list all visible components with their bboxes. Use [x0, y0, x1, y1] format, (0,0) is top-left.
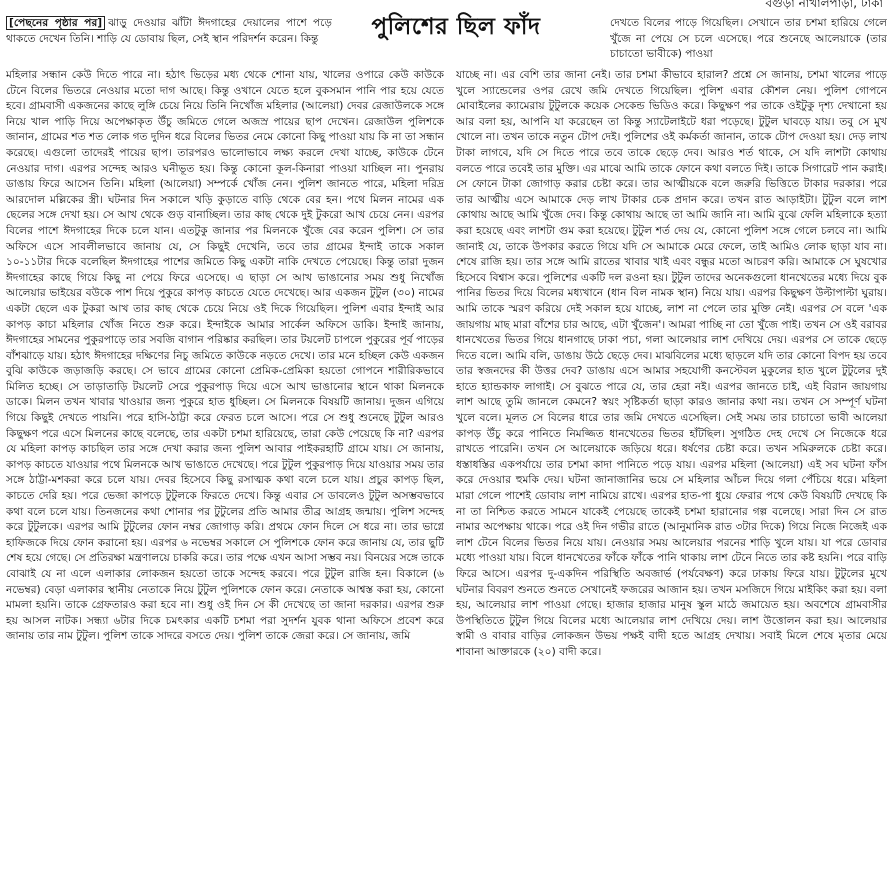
- continued-label: [পেছনের পৃষ্ঠার পর]: [6, 16, 105, 30]
- column-1-body-text: মহিলার সন্ধান কেউ দিতে পারে না। হঠাৎ ভিড়ের মধ্য থেকে শোনা যায়, খালের ওপারে কেউ কাউকে টেনে বিলের ভিতরে নেওয়ার মতো দাগ আছে। কিন্তু ওখানে যেতে হলে বুকসমান পানি পার হয়ে যেতে হবে। গ্রামবাসী একজনের কাছে লুঙ্গি চেয়ে নিয়ে তিনি নিখোঁজ মহিলার (আলেয়া) দেবর রেজাউলকে সঙ্গে নিয়ে খাল পাড়ি দিয়ে অপেক্ষাকৃত উঁচু জমিতে গেলে অজস্র পায়ের ছাপ দেখেন। রেজাউল পুলিশকে জানান, গ্রামের শত শত লোক গত দুদিন ধরে বিলের ভিতর নেমে কোনো কিছু পাওয়া যায় কি না তা সন্ধান করেছে। এগুলো তাদেরই পায়ের ছাপ। তারপরও ভালোভাবে লক্ষ্য করলে দেখা যাচ্ছে, কাউকে টেনে নেওয়ার দাগ। এরপর সন্দেহ আরও ঘনীভূত হয়। কিন্তু কোনো কূল-কিনারা পাওয়া যাচ্ছিল না। পুনরায় ডাঙায় ফিরে আসেন তিনি। মহিলা (আলেয়া) সম্পর্কে খোঁজ নেন। পুলিশ জানতে পারে, মহিলা দরিদ্র আরদোল মল্লিকের স্ত্রী। ঘটনার দিন সকালে খড়ি কুড়াতে বাড়ি থেকে বের হন। পথে মিলন নামের এক ছেলের সঙ্গে দেখা হয়। সে আখ থেকে গুড় বানাচ্ছিল। তার কাছ থেকে দুই টুকরো আখ চেয়ে নেন। এরপর বিলের পাশে ঈদগাহের দিকে চলে যান। এতটুকু জানার পর মিলনকে খুঁজে বের করেন পুলিশ। সে তার অফিসে এসে সাবলীলভাবে জানায় যে, সে কিছুই দেখেনি, তবে তার গ্রামের ইন্দাই তাকে সকাল ১০-১১টার দিকে বলেছিল ঈদগাহের পাশের জমিতে কিছু একটা নাকি দেখতে পেয়েছে। কিন্তু তারা দুজন ঈদগাহের কাছে গিয়ে কিছু না পেয়ে ফিরে এসেছে। এ ছাড়া সে আখ ভাঙানোর সময় শুধু নিখোঁজ আলেয়ার ভাইয়ের বউকে পাশ দিয়ে পুকুরে কাপড় কাচতে যেতে দেখেছে। আর একজন টুটুল (৩০) নামের একটা ছেলে এক টুকরা আখ তার কাছ থেকে চেয়ে নিয়ে ওই দিকে গিয়েছিল। পুলিশ এবার ইন্দাই আর কাপড় কাচা মহিলার খোঁজ নিতে শুরু করে। ইন্দাইকে আমার সার্কেল অফিসে ডাকি। ইন্দাই জানায়, ঈদগাহের সামনের পুকুরপাড়ে তার সবজি বাগান পরিষ্কার করছিল। তার টয়লেট চাপলে পুকুরের পূর্ব পাড়ের বাঁশঝাড়ে যায়। হঠাৎ ঈদগাহের দক্ষিণের নিচু জমিতে কাউকে নড়তে দেখে। তার মনে হচ্ছিল কেউ একজন বুঝি কাউকে জড়াজড়ি করছে। সে ভাবে গ্রামের কোনো প্রেমিক-প্রেমিকা হয়তো গোপনে শারীরিকভাবে মিলিত হচ্ছে। সে তাড়াতাড়ি টয়লেট সেরে পুকুরপাড় দিয়ে এসে আখ ভাঙানোর স্থানে থাকা মিলনকে ডাকে। মিলন তখন খাবার খাওয়ার জন্য পুকুরে হাত ধুচ্ছিল। সে মিলনকে বিষয়টি জানায়। দুজন এগিয়ে গিয়ে কিছুই দেখতে পায়নি। পরে হাসি-ঠাট্টা করে ফেরত চলে আসে। পরে সে শুধু শুনেছে টুটুল আরও কিছুক্ষণ পরে এসে মিলনের কাছে বলেছে, তার একটা চশমা হারিয়েছে, তারা কেউ পেয়েছে কি না? এরপর যে মহিলা কাপড় কাচছিল তার সঙ্গে দেখা করার জন্য পুলিশ আবার পাইকরহাটি গ্রামে যায়। সে জানায়, কাপড় কাচতে যাওয়ার পথে মিলনকে আখ ভাঙাতে দেখেছে। পরে টুটুল পুকুরপাড় দিয়ে যাওয়ার সময় তার সঙ্গে ঠাট্টা-মশকরা করে চলে যায়। দেবর হিসেবে কিছু রসাত্মক কথা বলে চলে যায়। প্রচুর কাপড় ছিল, কাচতে দেরি হয়। পরে ভেজা কাপড়ে টুটুলকে ফিরতে দেখে। কিন্তু এবার সে ডাবলেও টুটুল অসম্ভবভাবে কথা বলে চলে যায়। তিনজনের কথা শোনার পর টুটুলের প্রতি আমার তীব্র আগ্রহ জন্মায়। পুলিশ সন্দেহ করে টুটুলকে। এরপর আমি টুটুলের ফোন নম্বর জোগাড় করি। প্রথমে ফোন দিলে সে ধরে না। তার ভাগ্নে হাফিজকে দিয়ে ফোন করানো হয়। এরপর ৬ নভেম্বর সকালে সে পুলিশকে ফোন করে জানায় যে, তার ছুটি শেষ হয়ে গেছে। সে প্রতিরক্ষা মন্ত্রণালয়ে চাকরি করে। তার পক্ষে এখন আসা সম্ভব নয়। বিনয়ের সঙ্গে তাকে বোঝাই যে না এলে এলাকার লোকজন হয়তো তাকে সন্দেহ করবে। পরে টুটুল রাজি হন। বিকালে (৬ নভেম্বর) বেড়া এলাকার স্থানীয় নেতাকে নিয়ে টুটুল পুলিশকে ফোন করে। নেতাকে আশ্বস্ত করা হয়, কোনো মামলা হয়নি। তাকে গ্রেফতারও করা হবে না। শুধু ওই দিন সে কী দেখেছে তা জানা দরকার। এরপর শুরু হয় আসল নাটক। সন্ধ্যা ৬টার দিকে চমৎকার একটি চশমা পরা সুদর্শন যুবক থানা অফিসে প্রবেশ করে জানায় তার নাম টুটুল। পুলিশ তাকে সাদরে বসতে দেয়। পুলিশ তাকে জেরা করে। সে জানায়, জমি: [6, 69, 444, 643]
- column-2-top-text: দেখতে বিলের পাড়ে গিয়েছিল। সেখানে তার চশমা হারিয়ে গেলে খুঁজে না পেয়ে সে চলে এসেছে। পরে শুনেছে আলেয়াকে (তার চাচাতো ভাবীকে) পাওয়া: [610, 17, 887, 61]
- column-1-body: [6, 68, 444, 870]
- column-2-body-text: যাচ্ছে না। এর বেশি তার জানা নেই। তার চশমা কীভাবে হারাল? প্রশ্নে সে জানায়, চশমা খালের পাড়ে খুলে স্যান্ডেলের ওপর রেখে জমি দেখতে গিয়েছিল। পুলিশ এবার কৌশল নেয়। পুলিশ গোপনে মোবাইলের ক্যামেরায় টুটুলকে কয়েক সেকেন্ড ভিডিও করে। কিছুক্ষণ পর তাকে ওইটুকু দৃশ্য দেখানো হয় আর বলা হয়, আপনি যা করেছেন তা কিন্তু স্যাটেলাইটে ধরা পড়েছে। টুটুল ঘাবড়ে যায়। তবু সে মুখ খোলে না। তখন তাকে নতুন টোপ দেই। পুলিশের ওই কর্মকর্তা জানান, তাকে টোপ দেওয়া হয়। দেড় লাখ টাকা লাগবে, যদি সে দিতে পারে তবে তাকে ছেড়ে দেব। আরও শর্ত থাকে, সে যদি লাশটা কোথায় বলতে পারে তবেই তার মুক্তি। এর মাঝে আমি তাকে ফোনে কথা বলতে দিই। তাকে সিগারেট পান করাই। সে ফোনে টাকা জোগাড় করার চেষ্টা করে। তার আত্মীয়কে বলে জরুরি ভিত্তিতে টাকার দরকার। পরে তার আত্মীয় এসে আমাকে দেড় লাখ টাকার চেক প্রদান করে। তখন রাত আড়াইটা। টুটুল বলে লাশ কোথায় আছে আমি খুঁজে দেব। কিন্তু কোথায় আছে তা আমি জানি না। আমি বুঝে ফেলি মহিলাকে হত্যা করা হয়েছে এবং লাশটা গুম করা হয়েছে। টুটুল শর্ত দেয় যে, কোনো পুলিশ সঙ্গে গেলে চলবে না। আমি জানাই যে, তাকে উপকার করতে গিয়ে যদি সে আমাকে মেরে ফেলে, তাই আমিও লোক ছাড়া যাব না। শেষে রাজি হয়। তার সঙ্গে আমি রাতের খাবার খাই এবং বন্ধুর মতো আচরণ করি। আমাকে সে ঘুষখোর হিসেবে বিশ্বাস করে। পুলিশের একটি দল রওনা হয়। টুটুল তাদের অনেকগুলো ধানখেতের মধ্যে দিয়ে বুক পানির ভিতর দিয়ে বিলের মধ্যখানে (ধান বিল নামক স্থান) নিয়ে যায়। এরপর কিছুক্ষণ উল্টাপাল্টা ঘুরায়। আমি তাকে স্মরণ করিয়ে দেই সকাল হয়ে যাচ্ছে, লাশ না পেলে তার মুক্তি নেই। এরপর সে বলে 'এক জায়গায় মাছ মারা বাঁশের চার আছে, এটা খুঁজেন'। আমরা পাচ্ছি না তো খুঁজে পাই। তখন সে ওই বরাবর ধানখেতের ভিতর গিয়ে ধানগাছে ঢাকা পচা, গলা আলেয়ার লাশ দেখিয়ে দেয়। এরপর সে তাকে ছেড়ে দিতে বলে। আমি বলি, ডাঙায় উঠে ছেড়ে দেব। মাঝবিলের মধ্যে ছাড়লে যদি তার কোনো বিপদ হয় তবে তার স্বজনদের কী উত্তর দেব? ডাঙায় এসে আমার সহযোগী কনস্টেবল মুকুলের হাত খুলে টুটুলের দুই হাতে হ্যান্ডকাফ লাগাই। সে বুঝতে পারে যে, তার হেরা নই। এরপর জানতে চাই, এই বিরান জায়গায় লাশ আছে তুমি জানলে কেমনে? স্বয়ং সৃষ্টিকর্তা ছাড়া কারও জানার কথা নয়। তখন সে সম্পূর্ণ ঘটনা খুলে বলে। মূলত সে বিলের ধারে তার জমি দেখতে এসেছিল। সেই সময় তার চাচাতো ভাবী আলেয়া কাপড় উঁচু করে পানিতে নিমজ্জিত ধানখেতের ভিতর হাঁটছিল। সুগঠিত দেহ দেখে সে নিজেকে ধরে রাখতে পারেনি। তখন সে আলেয়াকে জড়িয়ে ধরে। ধর্ষণের চেষ্টা করে। তখন সমিরুলকে চেষ্টা করে। ধস্তাধস্তির একপর্যায়ে তার চশমা কাদা পানিতে পড়ে যায়। এরপর মহিলা (আলেয়া) এই সব ঘটনা ফাঁস করে দেওয়ার হুমকি দেয়। ঘটনা জানাজানির ভয়ে সে মহিলার আঁচল দিয়ে গলা পেঁচিয়ে ধরে। মহিলা মারা গেলে পাশেই ডোবায় লাশ নামিয়ে রাখে। এরপর হাত-পা ধুয়ে ফেরার পথে কেউ বিষয়টি দেখছে কি না তা নিশ্চিত করতে সামনে যাকেই পেয়েছে তাকেই চশমা হারানোর গল্প বলেছে। সারা দিন সে রাত নামার অপেক্ষায় থাকে। পরে ওই দিন গভীর রাতে (আনুমানিক রাত ৩টার দিকে) গিয়ে নিজে নিজেই এক লাশ টেনে বিলের ভিতর নিয়ে যায়। নেওয়ার সময় আলেয়ার পরনের শাড়ি খুলে যায়। যা পরে ডোবার মধ্যে পাওয়া যায়। বিলে ধানখেতের ফাঁকে ফাঁকে পানি থাকায় লাশ টেনে নিতে তার কষ্ট হয়নি। পরে বাড়ি ফিরে আসে। এরপর দু-একদিন পরিস্থিতি অবজার্ভ (পর্যবেক্ষণ) করে ঢাকায় ফিরে যায়। টুটুলের মুখে ঘটনার বিবরণ শুনতে শুনতে সেখানেই ফজরের আজান হয়। তখন মসজিদে গিয়ে মাইকিং করা হয়। বলা হয়, আলেয়ার লাশ পাওয়া গেছে। হাজার হাজার মানুষ স্কুল মাঠে জমায়েত হয়। অবশেষে গ্রামবাসীর উপস্থিতিতে টুটুল গিয়ে বিলের মধ্যে আলেয়ার লাশ দেখিয়ে দেয়। লাশ উত্তোলন করা হয়। আলেয়ার স্বামী ও বাবার বাড়ির লোকজন উভয় পক্ষই বাদী হতে আগ্রহ দেখায়। সবাই মিলে শেষে মৃতার মেয়ে শাবানা আক্তারকে (২০) বাদী করে।: [456, 69, 887, 658]
- column-2-body: [456, 68, 887, 870]
- column-1-top-text: ঝাড়ু দেওয়ার ঝাঁটা ঈদগাহের দেয়ালের পাশে পড়ে থাকতে দেখেন তিনি। শাড়ি যে ডোবায় ছিল, সেই স্থান পরিদর্শন করেন। কিন্তু: [6, 17, 332, 45]
- column-1-top-paragraph: [6, 16, 332, 47]
- article-headline: পুলিশের ছিল ফাঁদ: [371, 13, 541, 40]
- column-1-top: [6, 16, 332, 68]
- column-2-top: [610, 16, 887, 68]
- header-credit: বগুড়া নাখালপাড়া, ঢাকা: [765, 0, 883, 10]
